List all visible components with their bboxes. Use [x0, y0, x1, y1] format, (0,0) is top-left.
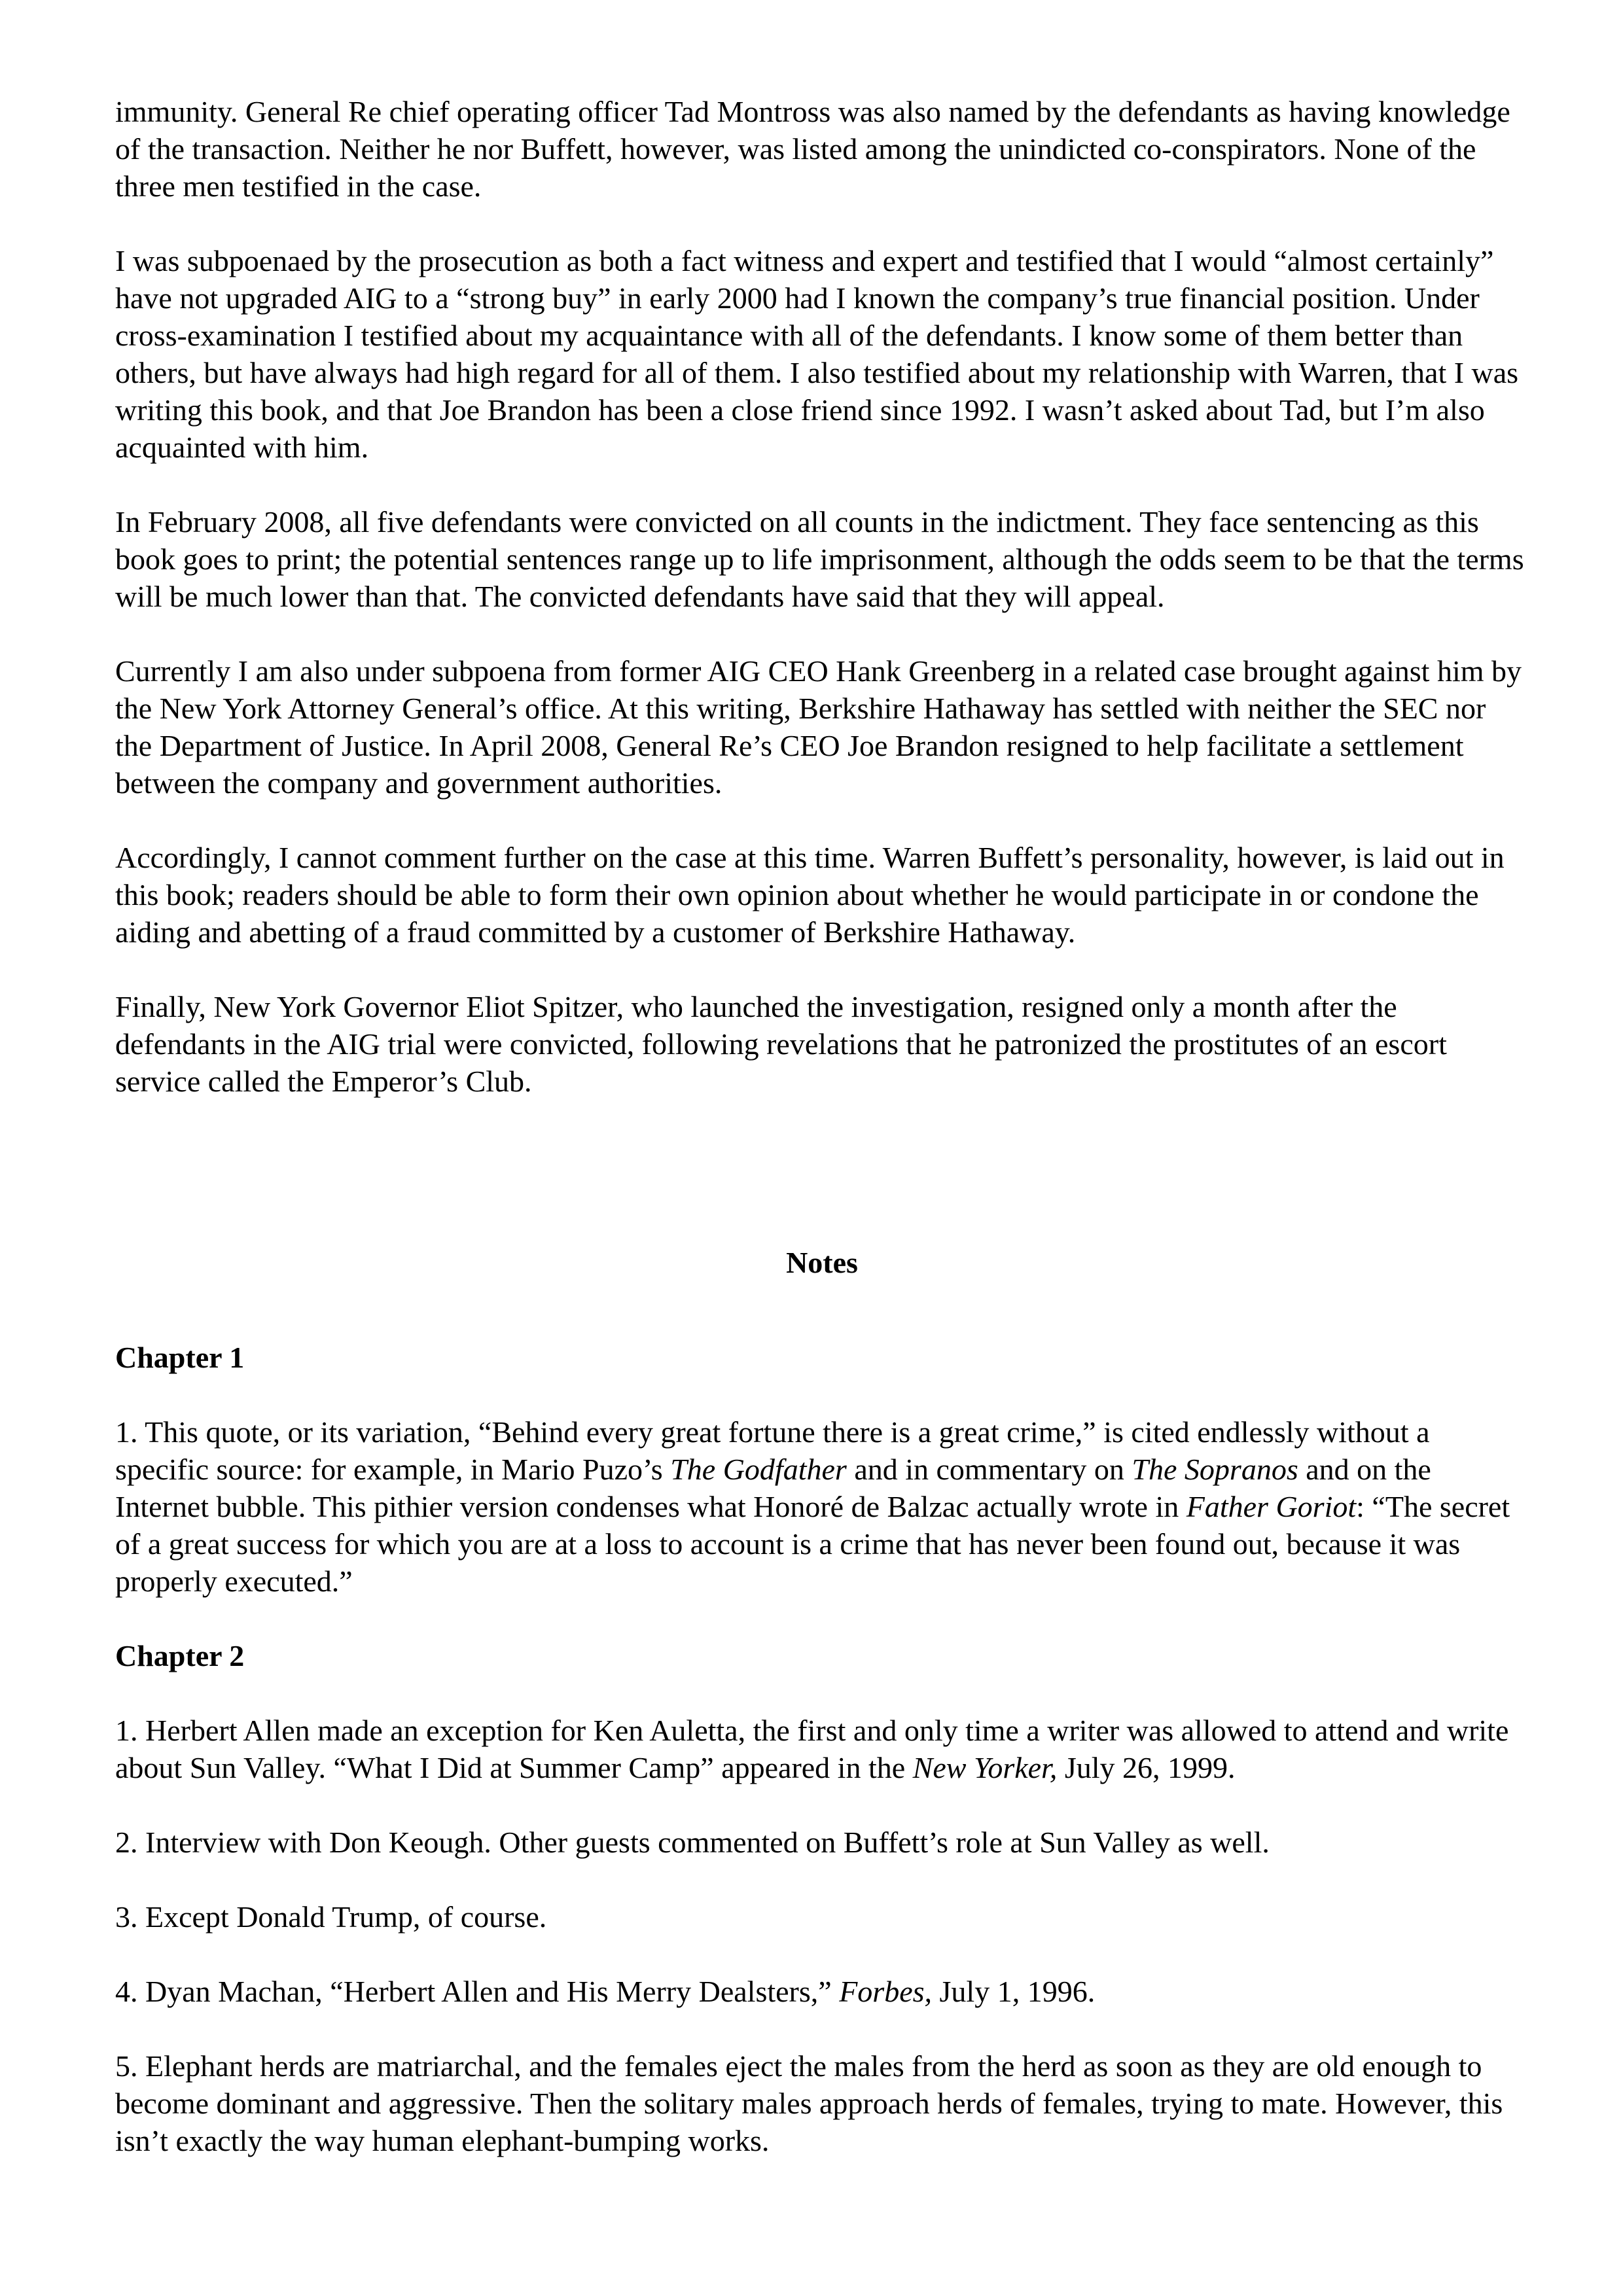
chapter-2-note-3: 3. Except Donald Trump, of course. [115, 1900, 547, 1934]
chapter-1-heading: Chapter 1 [115, 1341, 245, 1374]
note-text: : “The secret of a great success for which you are at a loss to account is a crime that has never been found out, because it was properly executed.” [115, 1490, 1510, 1598]
body-paragraph-4: Currently I am also under subpoena from former AIG CEO Hank Greenberg in a related case brought against him by the New York Attorney General’s office. At this writing, Berkshire Hathaway has settled with neither the SEC nor the Department of Justice. In April 2008, General Re’s CEO Joe Brandon resigned to help facilitate a settlement between the company and government authorities. [115, 654, 1522, 800]
note-text: and on the Internet bubble. This pithier version condenses what Honoré de Balzac actually wrote in [115, 1453, 1431, 1523]
note-title-italic: Forbes, [839, 1975, 933, 2008]
note-text: 1. This quote, or its variation, “Behind every great fortune there is a great crime,” is cited endlessly without a specific source: for example, in Mario Puzo’s [115, 1415, 1430, 1486]
chapter-2-heading: Chapter 2 [115, 1639, 245, 1672]
notes-heading: Notes [786, 1246, 858, 1279]
body-paragraph-3: In February 2008, all five defendants were convicted on all counts in the indictment. They face sentencing as this book goes to print; the potential sentences range up to life imprisonment, although the odds seem to be that the terms will be much lower than that. The convicted defendants have said that they will appeal. [115, 505, 1524, 613]
body-paragraph-1: immunity. General Re chief operating officer Tad Montross was also named by the defendants as having knowledge of the transaction. Neither he nor Buffett, however, was listed among the unindicted co-conspirators. None of the three men testified in the case. [115, 95, 1510, 203]
note-text: July 1, 1996. [932, 1975, 1096, 2008]
note-text: 4. Dyan Machan, “Herbert Allen and His Merry Dealsters,” [115, 1975, 840, 2008]
note-title-italic: Father Goriot [1186, 1490, 1357, 1523]
note-text: and in commentary on [846, 1453, 1132, 1486]
note-title-italic: The Sopranos [1132, 1453, 1298, 1486]
chapter-2-note-2: 2. Interview with Don Keough. Other guests commented on Buffett’s role at Sun Valley as well. [115, 1826, 1270, 1859]
note-text: 1. Herbert Allen made an exception for Ken Auletta, the first and only time a writer was allowed to attend and write about Sun Valley. “What I Did at Summer Camp” appeared in the [115, 1714, 1509, 1784]
chapter-2-note-1 [115, 1712, 1529, 1786]
body-paragraph-2: I was subpoenaed by the prosecution as both a fact witness and expert and testified that I would “almost certainly” have not upgraded AIG to a “strong buy” in early 2000 had I known the company’s true financial position. Under cross-examination I testified about my acquaintance with all of the defendants. I know some of them better than others, but have always had high regard for all of them. I also testified about my relationship with Warren, that I was writing this book, and that Joe Brandon has been a close friend since 1992. I wasn’t asked about Tad, but I’m also acquainted with him. [115, 244, 1519, 464]
note-title-italic: New Yorker, [912, 1751, 1058, 1784]
body-paragraph-6: Finally, New York Governor Eliot Spitzer, who launched the investigation, resigned only a month after the defendants in the AIG trial were convicted, following revelations that he patronized the prostitutes of an escort service called the Emperor’s Club. [115, 990, 1447, 1098]
chapter-2-note-5: 5. Elephant herds are matriarchal, and the females eject the males from the herd as soon as they are old enough to become dominant and aggressive. Then the solitary males approach herds of females, trying to mate. However, this isn’t exactly the way human elephant-bumping works. [115, 2049, 1503, 2157]
chapter-1-note-1 [115, 1413, 1529, 1600]
note-title-italic: The Godfather [670, 1453, 847, 1486]
body-paragraph-5: Accordingly, I cannot comment further on the case at this time. Warren Buffett’s personality, however, is laid out in this book; readers should be able to form their own opinion about whether he would participate in or condone the aiding and abetting of a fraud committed by a customer of Berkshire Hathaway. [115, 841, 1505, 949]
document-page [115, 93, 1529, 2197]
chapter-2-note-4 [115, 1973, 1529, 2010]
note-text: July 26, 1999. [1057, 1751, 1236, 1784]
